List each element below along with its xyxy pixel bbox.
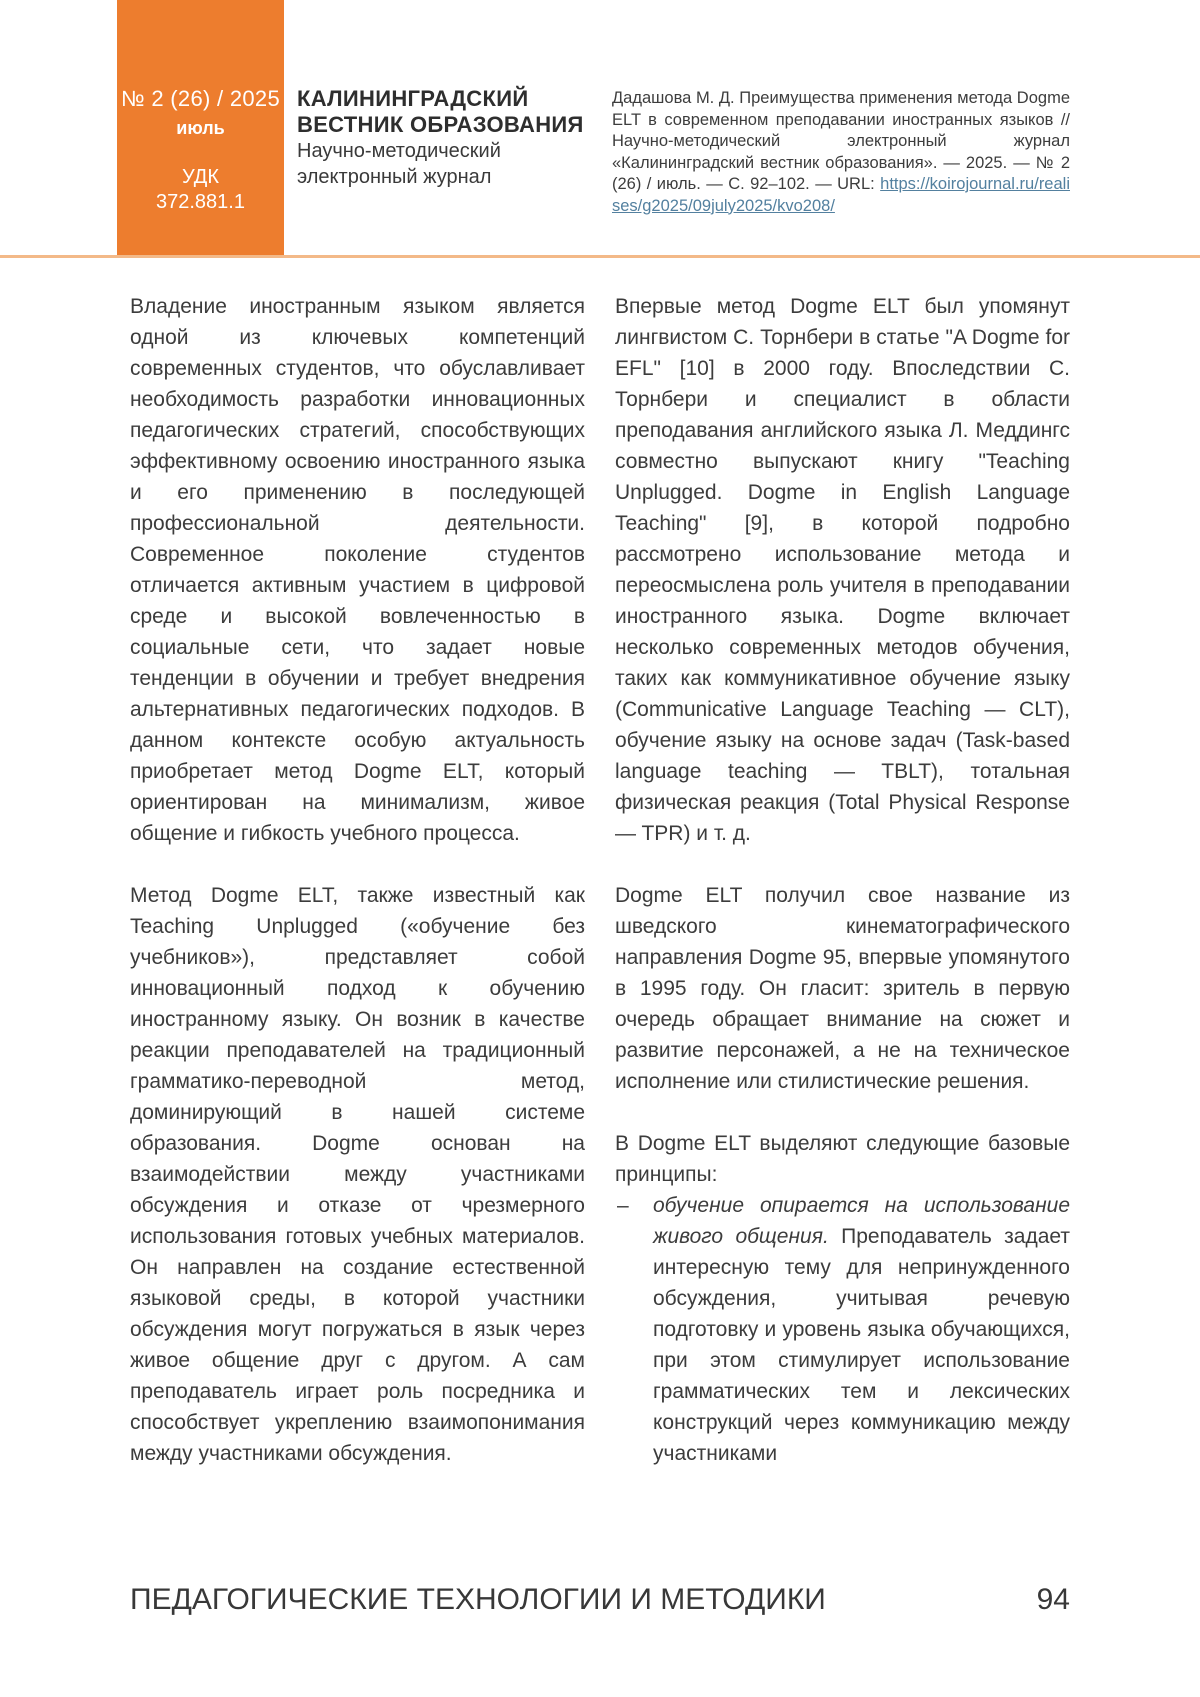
- principle-rest-text: Преподаватель задает интересную тему для непринужденного обсуждения, учитывая речевую подготовку и уровень языка обучающихся, при этом стимулирует использование грамматических тем и лексических конструкций через коммуникацию между участниками: [653, 1225, 1070, 1465]
- article-paragraph: Владение иностранным языком является одной из ключевых компетенций современных студентов, что обуславливает необходимость разработки инновационных педагогических стратегий, способствующих эффективному освоению иностранного языка и его применению в последующей профессиональной деятельности. Современное поколение студентов отличается активным участием в цифровой среде и высокой вовлеченностью в социальные сети, что задает новые тенденции в обучении и требует внедрения альтернативных педагогических подходов. В данном контексте особую актуальность приобретает метод Dogme ELT, который ориентирован на минимализм, живое общение и гибкость учебного процесса.: [130, 295, 585, 845]
- journal-title-line-2: ВЕСТНИК ОБРАЗОВАНИЯ: [297, 112, 584, 137]
- footer-page-number: 94: [1036, 1583, 1070, 1616]
- issue-number: № 2 (26) / 2025: [121, 86, 280, 111]
- article-paragraph: Метод Dogme ELT, также известный как Teaching Unplugged («обучение без учебников»), представляет собой инновационный подход к обучению иностранному языку. Он возник в качестве реакции преподавателей на традиционный грамматико-переводной метод, доминирующий в нашей системе образования. Dogme основан на взаимодействии между участниками обсуждения и отказе от чрезмерного использования готовых учебных материалов. Он направлен на создание естественной языковой среды, в которой участники обсуждения могут погружаться в язык через живое общение друг с другом. А сам преподаватель играет роль посредника и способствует укреплению взаимопонимания между участниками обсуждения.: [130, 884, 585, 1465]
- journal-subtitle-line-2: электронный журнал: [297, 166, 492, 188]
- list-dash-marker: –: [617, 1194, 629, 1217]
- article-paragraph: Dogme ELT получил свое название из шведского кинематографического направления Dogme 95, впервые упомянутого в 1995 году. Он гласит: зритель в первую очередь обращает внимание на сюжет и развитие персонажей, а не на техническое исполнение или стилистические решения.: [615, 884, 1070, 1093]
- udk-number: 372.881.1: [156, 191, 245, 213]
- principles-list-item: [615, 1190, 1070, 1469]
- article-left-column: [130, 291, 585, 1469]
- journal-title-line-1: КАЛИНИНГРАДСКИЙ: [297, 86, 529, 111]
- udk-label: УДК: [181, 166, 219, 188]
- header-divider-line: [0, 255, 1200, 258]
- citation-url-link[interactable]: https://koirojournal.ru/realises/g2025/09july2025/kvo208/: [612, 175, 1070, 215]
- article-paragraph: Впервые метод Dogme ELT был упомянут лингвистом С. Торнбери в статье "A Dogme for EFL" [10] в 2000 году. Впоследствии С. Торнбери и специалист в области преподавания английского языка Л. Меддингс совместно выпускают книгу "Teaching Unplugged. Dogme in English Language Teaching" [9], в которой подробно рассмотрено использование метода и переосмыслена роль учителя в преподавании иностранного языка. Dogme включает несколько современных методов обучения, таких как коммуникативное обучение языку (Communicative Language Teaching — CLT), обучение языку на основе задач (Task-based language teaching — TBLT), тотальная физическая реакция (Total Physical Response — TPR) и т. д.: [615, 295, 1070, 845]
- issue-month: июль: [176, 118, 225, 138]
- journal-title-block: [297, 86, 584, 190]
- article-paragraph: В Dogme ELT выделяют следующие базовые принципы:: [615, 1132, 1070, 1186]
- principle-lead-italic: обучение опирается на использование живого общения.: [653, 1194, 1070, 1248]
- citation-text: Дадашова М. Д. Преимущества применения метода Dogme ELT в современном преподавании иностранных языков // Научно-методический электронный журнал «Калининградский вестник образования». — 2025. — № 2 (26) / июль. — С. 92–102. — URL:: [612, 89, 1070, 193]
- article-right-column: [615, 291, 1070, 1469]
- citation-block: [612, 88, 1070, 217]
- issue-info-box: [117, 0, 284, 257]
- footer-section-title: ПЕДАГОГИЧЕСКИЕ ТЕХНОЛОГИИ И МЕТОДИКИ: [130, 1583, 826, 1616]
- journal-subtitle-line-1: Научно-методический: [297, 140, 501, 162]
